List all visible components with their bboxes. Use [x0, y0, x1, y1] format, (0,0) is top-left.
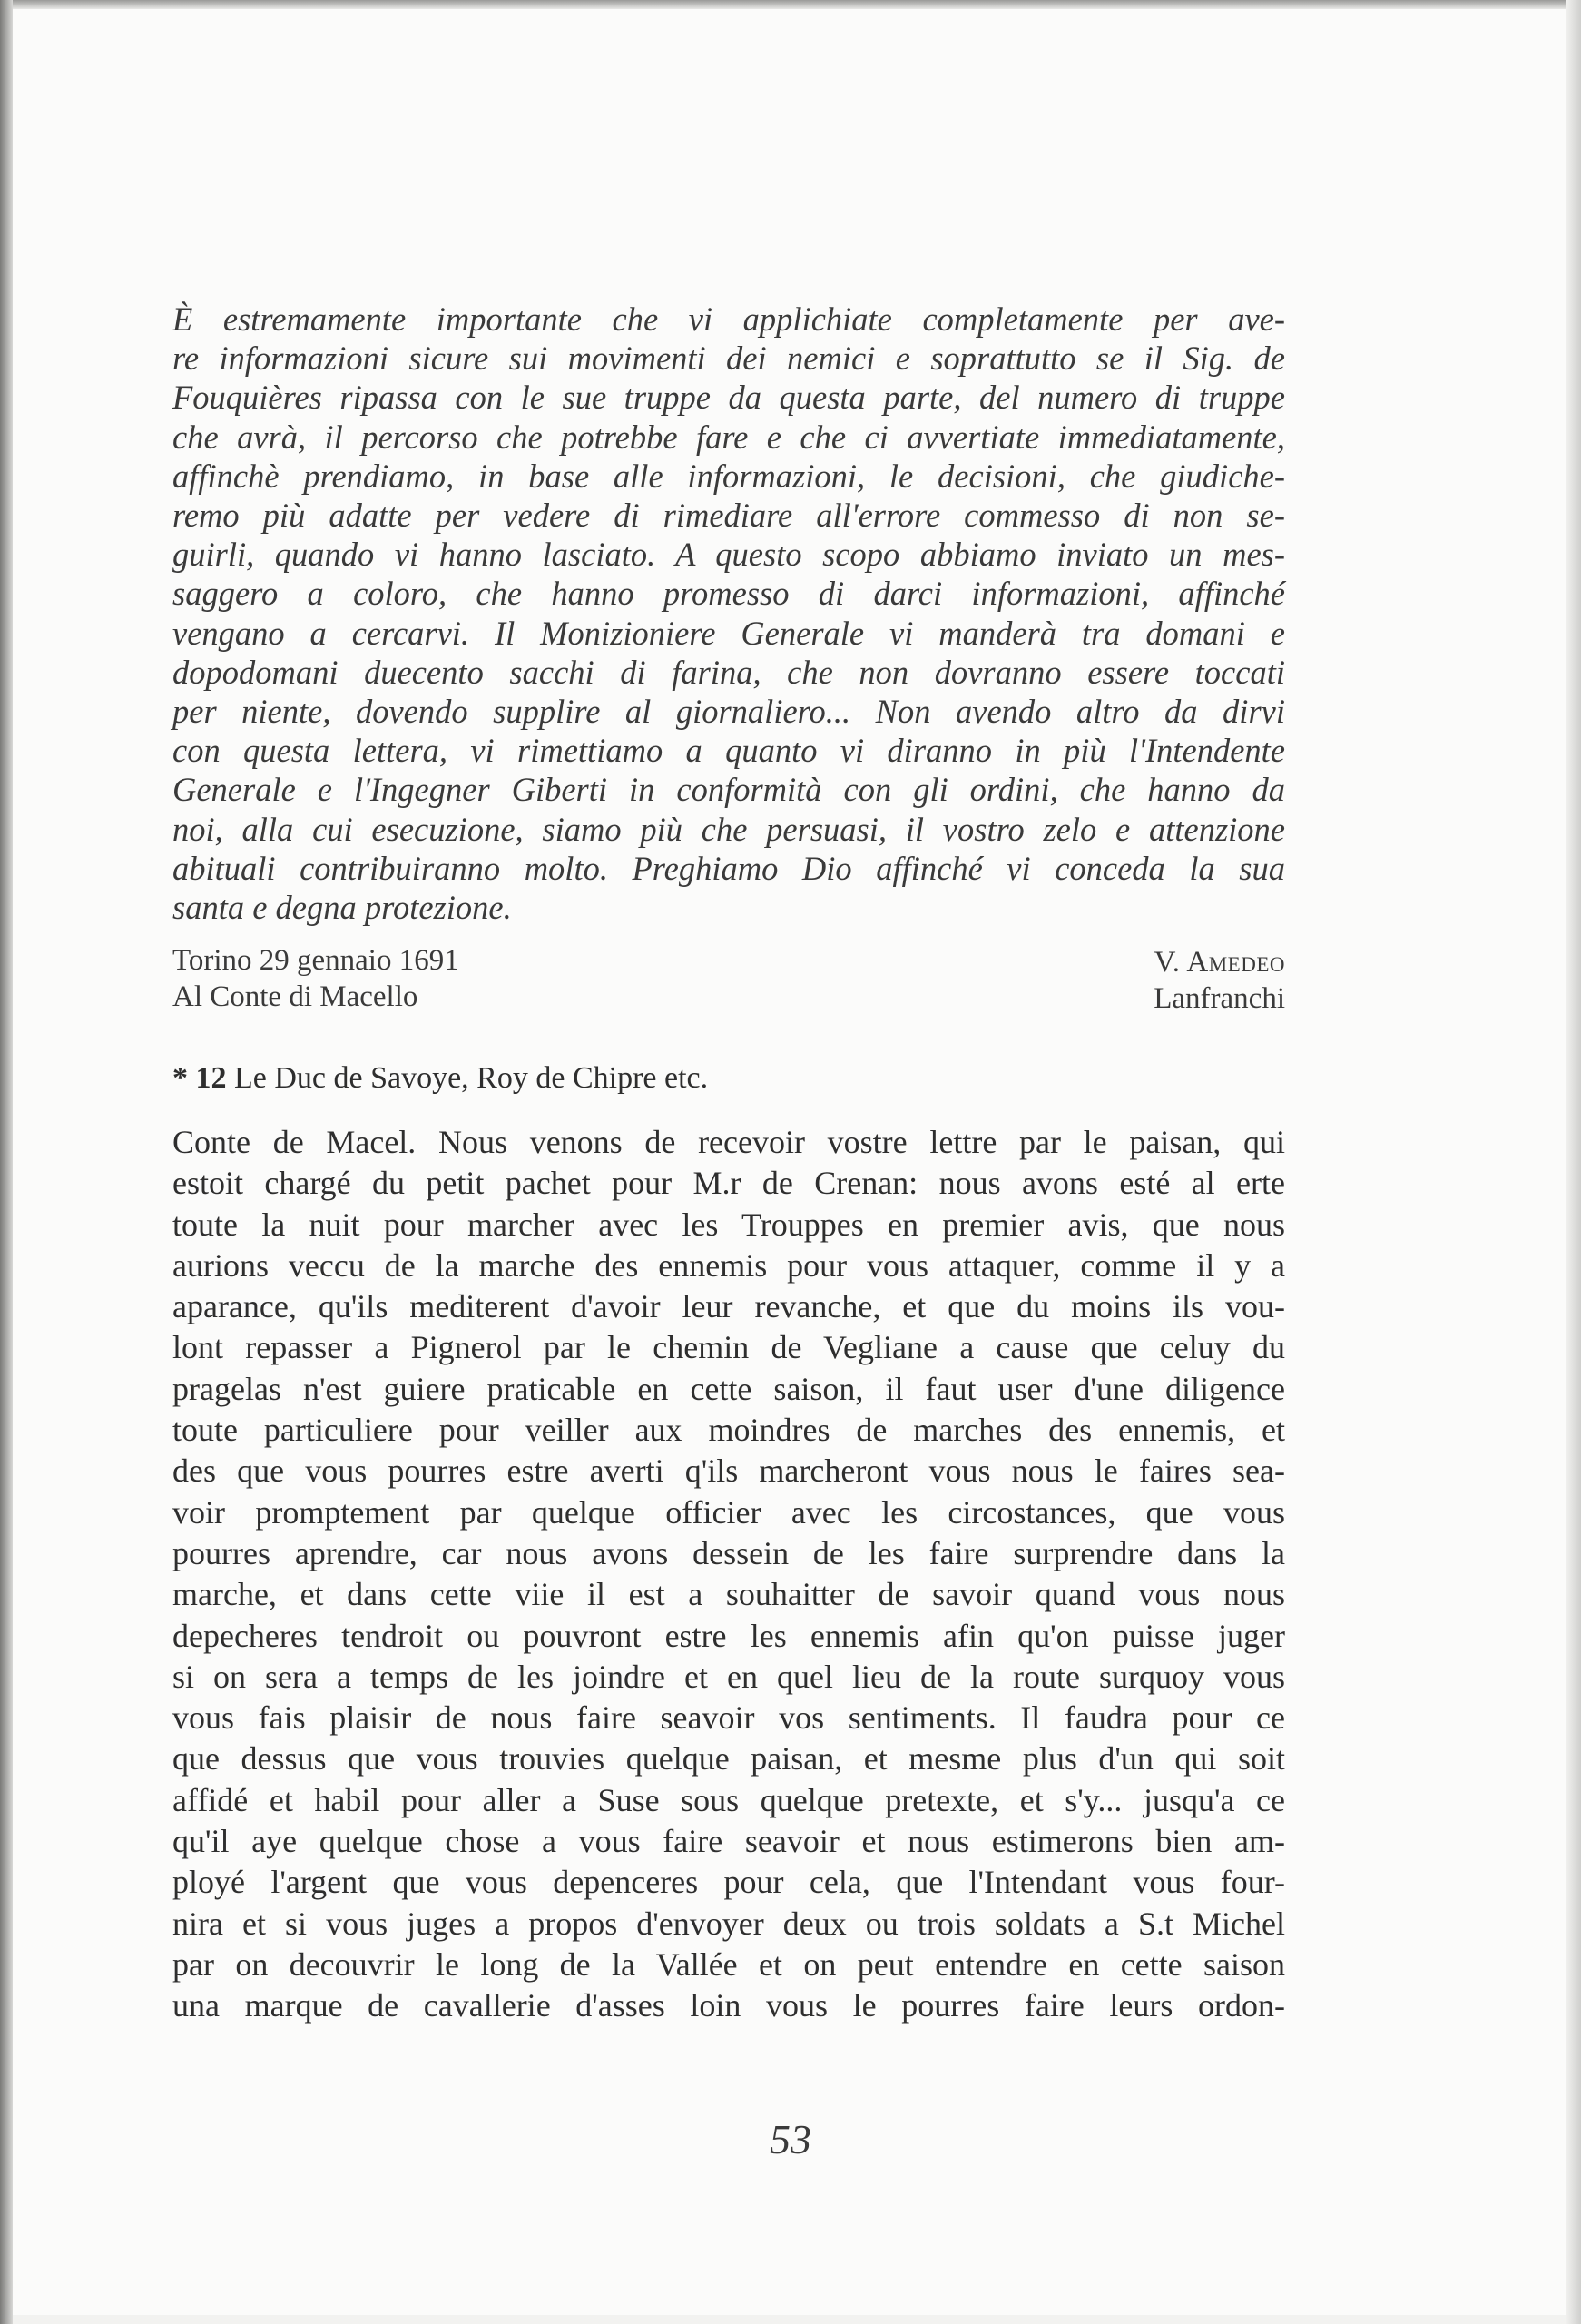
italian-translation-paragraph: [172, 300, 1285, 927]
letter-closing-left: [172, 942, 459, 1015]
text-line: toute la nuit pour marcher avec les Trouppes en premier avis, que nous: [172, 1206, 1285, 1243]
text-line: depecheres tendroit ou pouvront estre les ennemis afin qu'on puisse juger: [172, 1617, 1285, 1654]
text-line: si on sera a temps de les joindre et en quel lieu de la route surquoy vous: [172, 1658, 1285, 1695]
scan-edge-left: [0, 0, 13, 2324]
document-header: [172, 1060, 708, 1097]
scan-edge-top: [0, 0, 1581, 9]
document-number: * 12: [172, 1061, 227, 1095]
text-line: affinchè prendiamo, in base alle informazioni, le decisioni, che giudiche-: [172, 457, 1285, 495]
text-line: Generale e l'Ingegner Giberti in conformità con gli ordini, che hanno da: [172, 771, 1285, 809]
text-line: che avrà, il percorso che potrebbe fare e che ci avvertiate immediatamente,: [172, 418, 1285, 456]
text-line: vous fais plaisir de nous faire seavoir vos sentiments. Il faudra pour ce: [172, 1699, 1285, 1737]
text-line: È estremamente importante che vi applichiate completamente per ave-: [172, 300, 1285, 338]
text-line: par on decouvrir le long de la Vallée et on peut entendre en cette saison: [172, 1945, 1285, 1983]
document-heading: Le Duc de Savoye, Roy de Chipre etc.: [234, 1061, 709, 1095]
place-date: Torino 29 gennaio 1691: [172, 944, 459, 977]
text-line: saggero a coloro, che hanno promesso di darci informazioni, affinché: [172, 575, 1285, 613]
text-line: vengano a cercarvi. Il Monizioniere Generale vi manderà tra domani e: [172, 614, 1285, 652]
text-line: estoit chargé du petit pachet pour M.r de Crenan: nous avons esté al erte: [172, 1165, 1285, 1202]
text-line: aurions veccu de la marche des ennemis pour vous attaquer, comme il y a: [172, 1246, 1285, 1284]
text-line: re informazioni sicure sui movimenti dei nemici e soprattutto se il Sig. de: [172, 340, 1285, 378]
text-line: Conte de Macel. Nous venons de recevoir vostre lettre par le paisan, qui: [172, 1124, 1285, 1160]
text-line: lont repasser a Pignerol par le chemin de Vegliane a cause que celuy du: [172, 1329, 1285, 1366]
letter-closing-right: [1071, 944, 1285, 1017]
recipient: Al Conte di Macello: [172, 980, 418, 1013]
text-line: ployé l'argent que vous depenceres pour cela, que l'Intendant vous four-: [172, 1864, 1285, 1901]
text-line: nira et si vous juges a propos d'envoyer deux ou trois soldats a S.t Michel: [172, 1905, 1285, 1942]
text-line: qu'il aye quelque chose a vous faire seavoir et nous estimerons bien am-: [172, 1823, 1285, 1860]
text-line: noi, alla cui esecuzione, siamo più che persuasi, il vostro zelo e attenzione: [172, 810, 1285, 848]
text-line: marche, et dans cette viie il est a souhaitter de savoir quand vous nous: [172, 1576, 1285, 1613]
scan-edge-right: [1566, 0, 1581, 2324]
countersigner: Lanfranchi: [1154, 982, 1285, 1015]
text-line: que dessus que vous trouvies quelque paisan, et mesme plus d'un qui soit: [172, 1740, 1285, 1777]
text-line: pourres aprendre, car nous avons dessein de les faire surprendre dans la: [172, 1534, 1285, 1571]
text-line: toute particuliere pour veiller aux moindres de marches des ennemis, et: [172, 1412, 1285, 1449]
french-original-paragraph: [172, 1122, 1285, 2027]
text-line: dopodomani duecento sacchi di farina, che non dovranno essere toccati: [172, 653, 1285, 691]
text-line: abituali contribuiranno molto. Preghiamo Dio affinché vi conceda la sua: [172, 849, 1285, 887]
text-line: guirli, quando vi hanno lasciato. A questo scopo abbiamo inviato un mes-: [172, 536, 1285, 574]
text-line: des que vous pourres estre averti q'ils marcheront vous nous le faires sea-: [172, 1452, 1285, 1490]
text-line: con questa lettera, vi rimettiamo a quanto vi diranno in più l'Intendente: [172, 732, 1285, 770]
text-line: remo più adatte per vedere di rimediare all'errore commesso di non se-: [172, 497, 1285, 535]
text-line: aparance, qu'ils mediterent d'avoir leur revanche, et que du moins ils vou-: [172, 1288, 1285, 1325]
text-line: per niente, dovendo supplire al giornaliero... Non avendo altro da dirvi: [172, 693, 1285, 731]
text-line: Fouquières ripassa con le sue truppe da questa parte, del numero di truppe: [172, 379, 1285, 417]
text-line: voir promptement par quelque officier avec les circostances, que vous: [172, 1493, 1285, 1531]
text-line: affidé et habil pour aller a Suse sous quelque pretexte, et s'y... jusqu'a ce: [172, 1781, 1285, 1818]
text-line: pragelas n'est guiere praticable en cette saison, il faut user d'une diligence: [172, 1370, 1285, 1407]
text-line: santa e degna protezione.: [172, 889, 512, 927]
signer: V. Amedeo: [1154, 946, 1285, 979]
page-number: 53: [770, 2116, 811, 2162]
text-line: una marque de cavallerie d'asses loin vous le pourres faire leurs ordon-: [172, 1987, 1285, 2024]
